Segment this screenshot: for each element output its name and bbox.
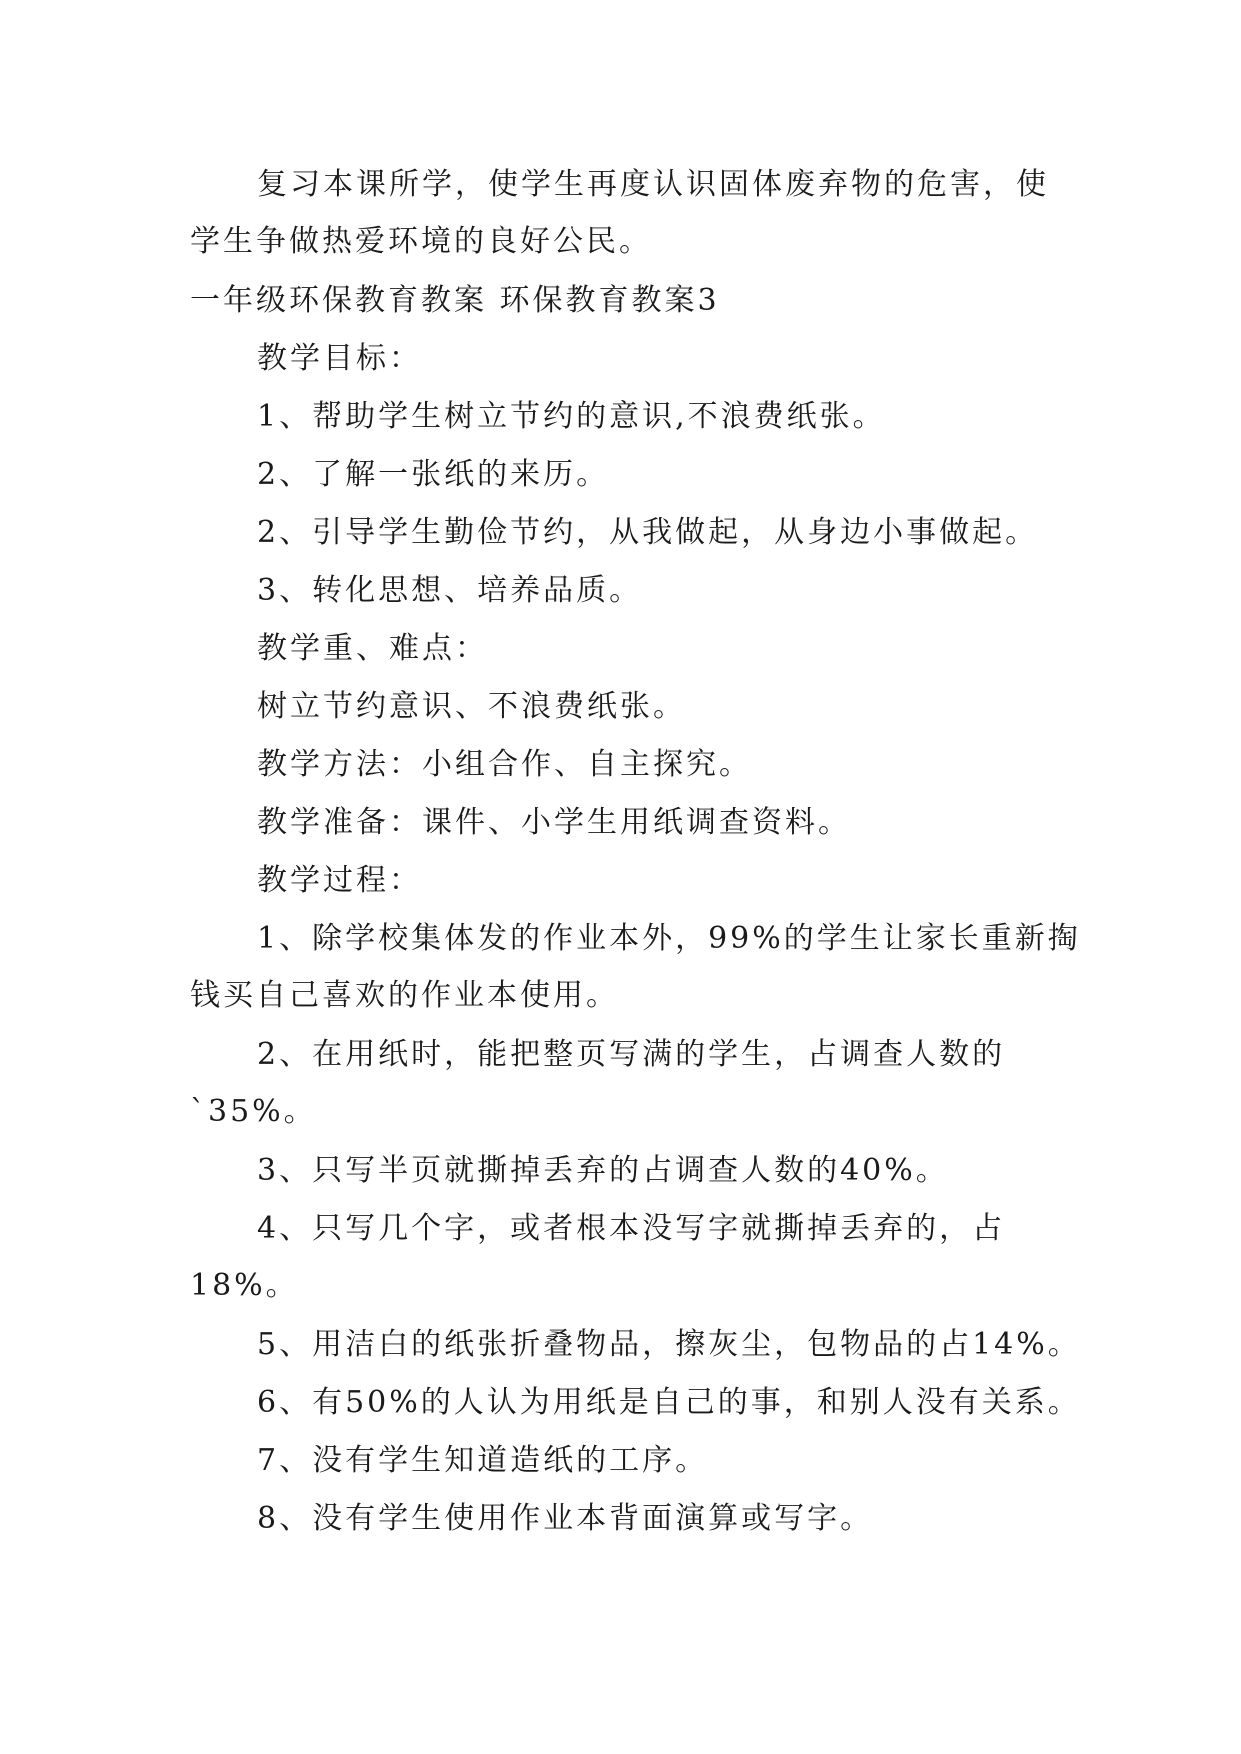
paragraph-review-line-1: 复习本课所学，使学生再度认识固体废弃物的危害，使 xyxy=(257,167,1049,202)
goal-item-3: 2、引导学生勤俭节约，从我做起，从身边小事做起。 xyxy=(257,515,1039,550)
process-item-4-line-1: 4、只写几个字，或者根本没写字就撕掉丢弃的，占 xyxy=(257,1211,1006,1246)
teaching-methods: 教学方法：小组合作、自主探究。 xyxy=(257,747,752,782)
process-item-7: 7、没有学生知道造纸的工序。 xyxy=(257,1443,709,1478)
teaching-process-label: 教学过程： xyxy=(257,863,422,898)
section-heading: 一年级环保教育教案 环保教育教案3 xyxy=(190,283,720,318)
process-item-4-line-2: 18%。 xyxy=(190,1268,299,1303)
process-item-5: 5、用洁白的纸张折叠物品，擦灰尘，包物品的占14%。 xyxy=(257,1327,1081,1362)
process-item-1-line-2: 钱买自己喜欢的作业本使用。 xyxy=(190,978,619,1013)
goal-item-2: 2、了解一张纸的来历。 xyxy=(257,457,610,492)
goal-item-4: 3、转化思想、培养品质。 xyxy=(257,573,643,608)
key-points-text: 树立节约意识、不浪费纸张。 xyxy=(257,689,686,724)
process-item-6: 6、有50%的人认为用纸是自己的事，和别人没有关系。 xyxy=(257,1385,1081,1420)
process-item-2-line-2: `35%。 xyxy=(190,1094,317,1129)
process-item-2-line-1: 2、在用纸时，能把整页写满的学生，占调查人数的 xyxy=(257,1037,1006,1072)
key-points-label: 教学重、难点： xyxy=(257,631,488,666)
teaching-preparation: 教学准备：课件、小学生用纸调查资料。 xyxy=(257,805,851,840)
teaching-goals-label: 教学目标： xyxy=(257,341,422,376)
process-item-8: 8、没有学生使用作业本背面演算或写字。 xyxy=(257,1501,874,1536)
goal-item-1: 1、帮助学生树立节约的意识,不浪费纸张。 xyxy=(257,399,886,434)
paragraph-review-line-2: 学生争做热爱环境的良好公民。 xyxy=(190,224,652,259)
process-item-1-line-1: 1、除学校集体发的作业本外，99%的学生让家长重新掏 xyxy=(257,921,1081,956)
process-item-3: 3、只写半页就撕掉丢弃的占调查人数的40%。 xyxy=(257,1153,949,1188)
